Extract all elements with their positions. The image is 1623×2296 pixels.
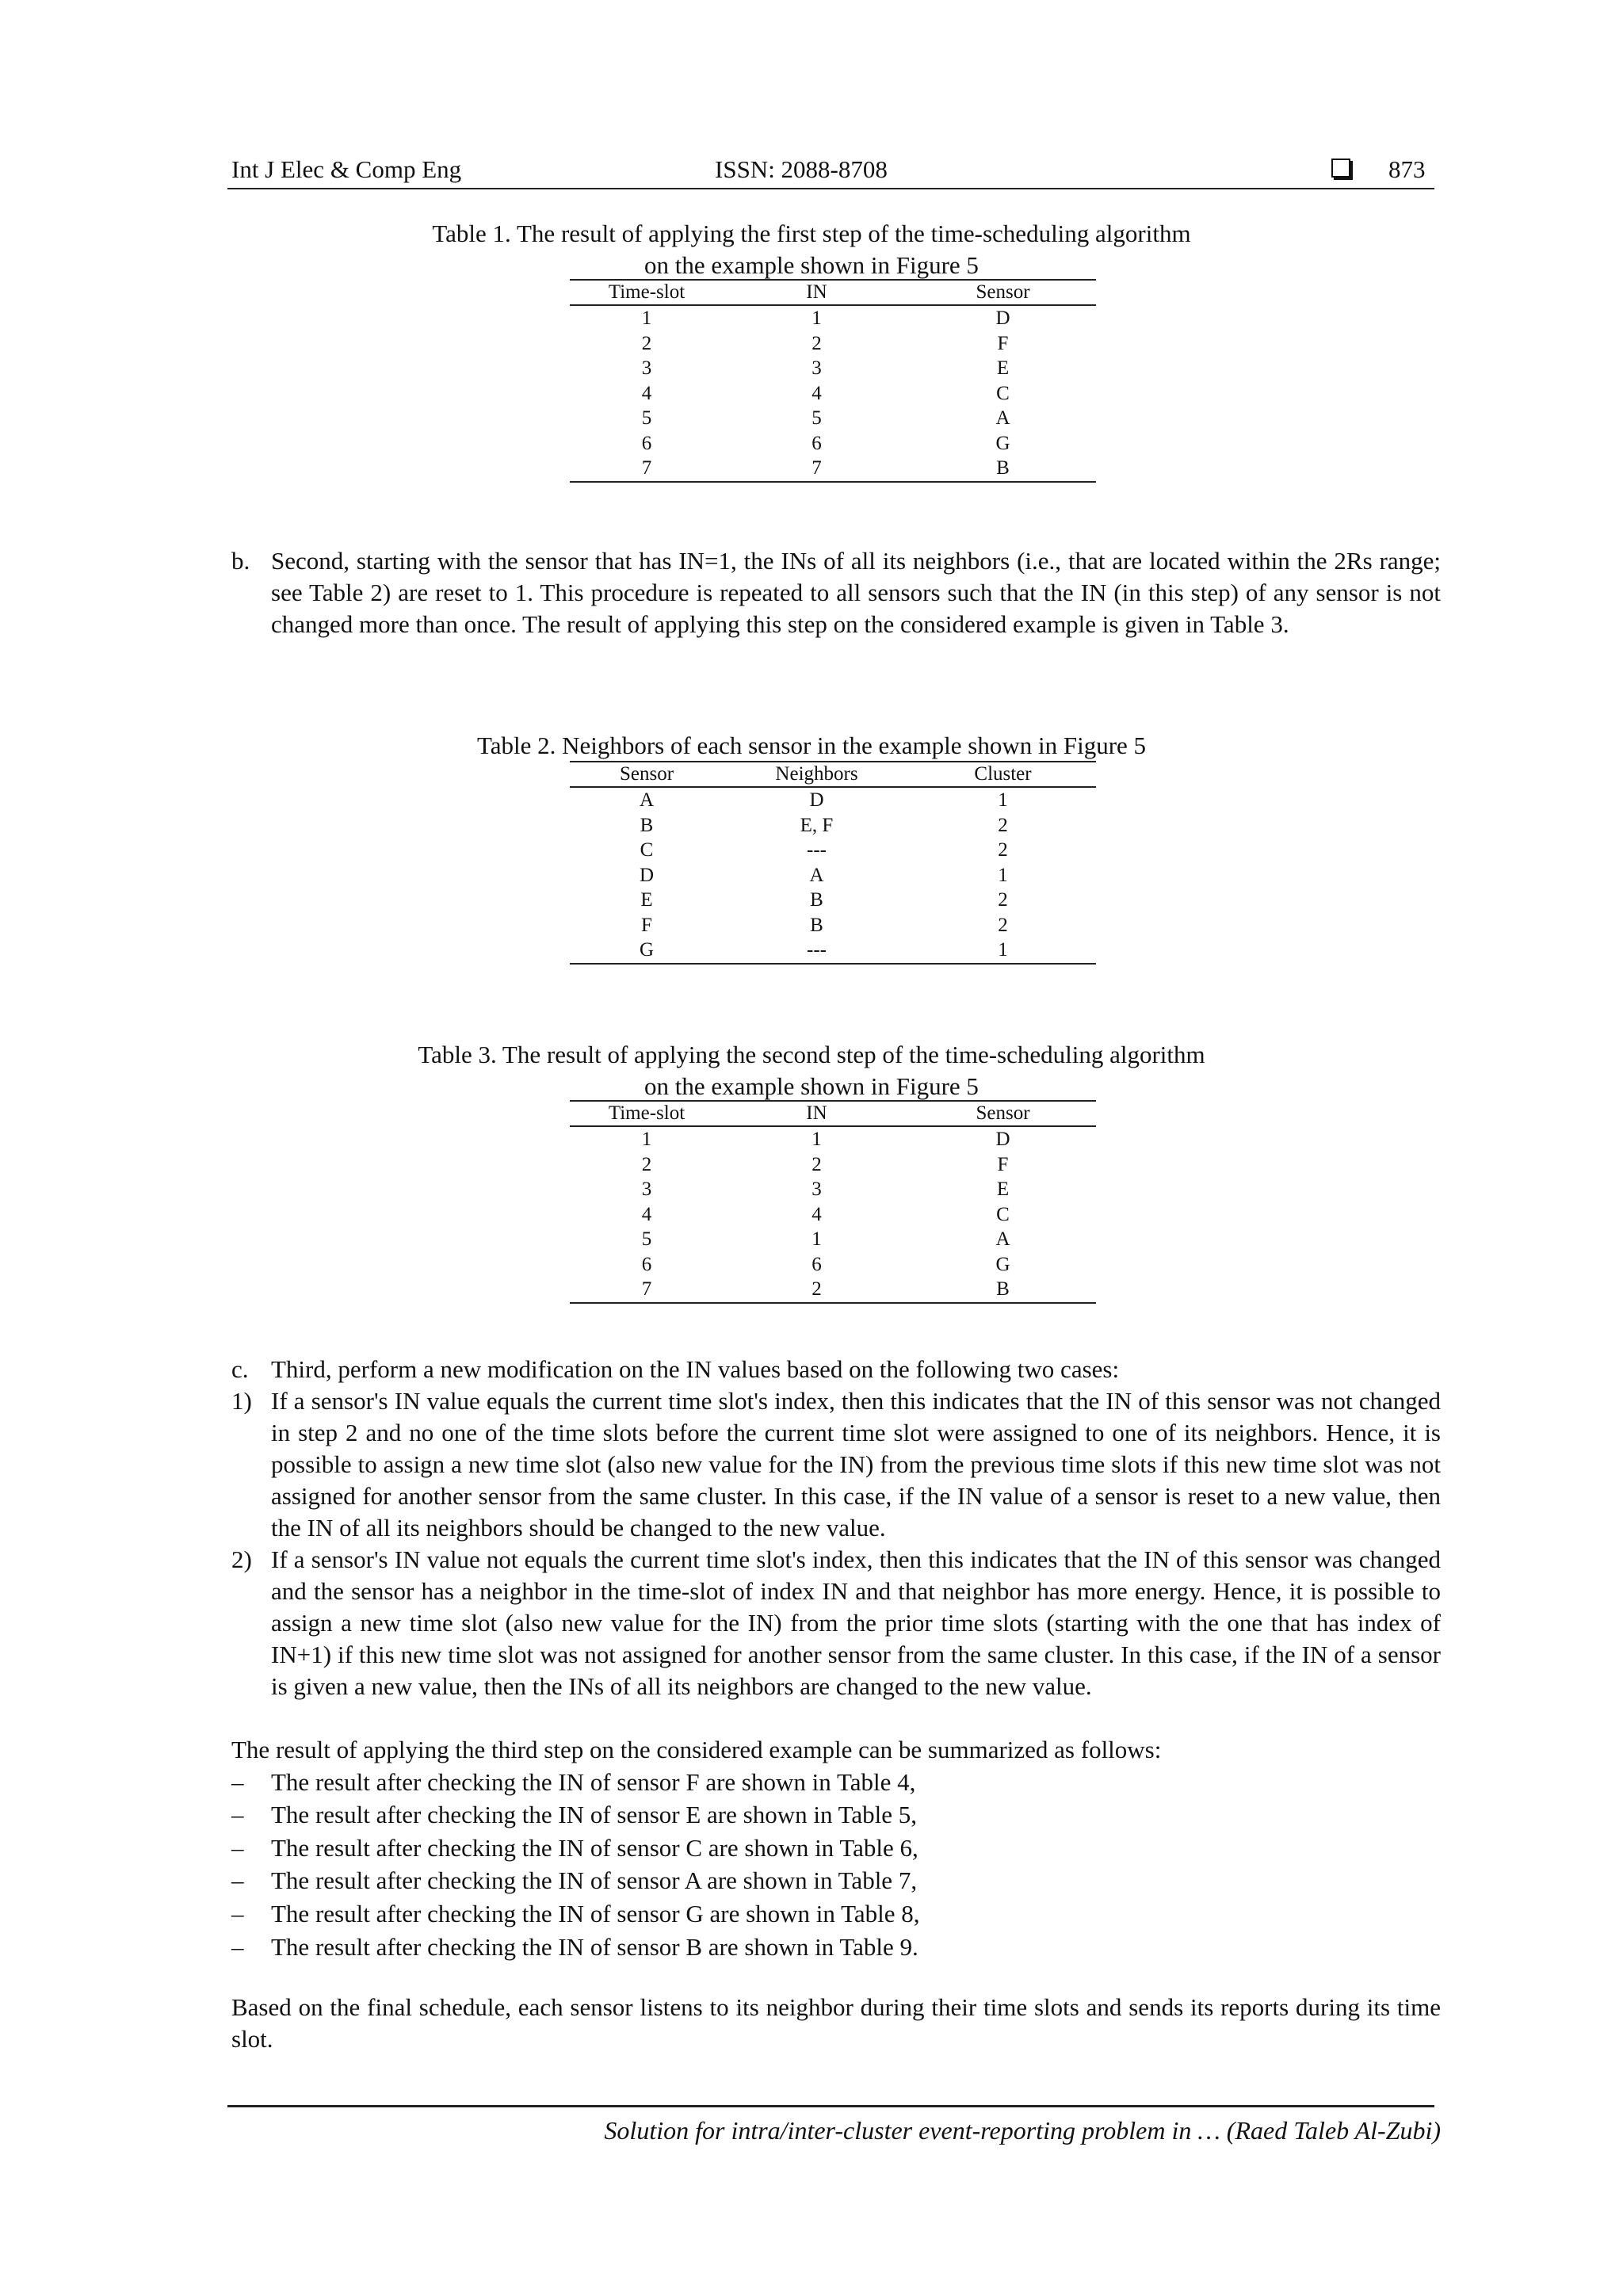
dash-marker: –: [231, 1933, 244, 1961]
running-head-journal: Int J Elec & Comp Eng: [231, 155, 462, 183]
table-cell: 5: [641, 1228, 652, 1250]
case-2-text: If a sensor's IN value not equals the current time slot's index, then this indicates that the IN of this sensor was changed and the sensor has a neighbor in the time-slot of index IN and that neighbor has more energy. Hence, it is possible to assign a new time slot (also new value for the IN) from the prior time slots (starting with the one that has index of IN+1) if this new time slot was not assigned for another sensor from the same cluster. In this case, if the IN of a sensor is given a new value, then the INs of all its neighbors are changed to the new value.: [271, 1545, 1441, 1700]
table1: [570, 279, 1096, 483]
dash-marker: –: [231, 1801, 244, 1828]
table-row: [570, 456, 1096, 482]
table-cell: B: [810, 889, 823, 911]
table-cell: 2: [812, 332, 822, 354]
table-cell: 7: [570, 456, 724, 482]
table-cell: 1: [641, 308, 652, 329]
table-row: [570, 938, 1096, 964]
table2: [570, 761, 1096, 965]
table-cell: 2: [998, 914, 1008, 936]
table-cell: A: [995, 407, 1010, 429]
summary-intro: The result of applying the third step on the considered example can be summarized as follows:: [231, 1736, 1162, 1763]
table1-col-header: Sensor: [910, 280, 1096, 305]
table-cell: 6: [641, 432, 652, 454]
table3: [570, 1100, 1096, 1304]
paragraph-c: Third, perform a new modification on the IN values based on the following two cases:: [271, 1355, 1120, 1383]
table-cell: B: [910, 1277, 1096, 1303]
table-cell: C: [640, 839, 654, 861]
table-cell: 1: [641, 1129, 652, 1150]
table-row: [570, 406, 1096, 431]
table-cell: ---: [724, 938, 910, 964]
case-marker-2: 2): [231, 1545, 252, 1573]
table-cell: ---: [807, 839, 827, 861]
checkbox-icon: [1331, 159, 1350, 180]
table-cell: 2: [641, 1153, 652, 1175]
list-item: The result after checking the IN of sensor C are shown in Table 6,: [271, 1834, 918, 1862]
table-cell: 2: [998, 814, 1008, 836]
item-marker-c: c.: [231, 1355, 249, 1383]
table-cell: E: [996, 1179, 1010, 1200]
table3-caption-line2: on the example shown in Figure 5: [644, 1072, 979, 1100]
table3-header-row: [570, 1101, 1096, 1126]
table-cell: 5: [812, 407, 822, 429]
running-head-issn: ISSN: 2088-8708: [715, 155, 888, 183]
table-row: [570, 1152, 1096, 1178]
table-cell: 1: [812, 1129, 822, 1150]
table1-caption: [0, 218, 1623, 281]
table-cell: 4: [812, 382, 822, 404]
table-cell: 1: [812, 308, 822, 329]
dash-marker: –: [231, 1834, 244, 1862]
table-cell: B: [910, 456, 1096, 482]
table-cell: G: [570, 938, 724, 964]
table3-caption-line1: Table 3. The result of applying the second step of the time-scheduling algorithm: [418, 1041, 1205, 1068]
table-cell: F: [641, 914, 652, 936]
list-item: The result after checking the IN of sensor B are shown in Table 9.: [271, 1933, 918, 1961]
table-cell: D: [809, 789, 824, 811]
table-cell: 3: [812, 1179, 822, 1200]
list-item: The result after checking the IN of sensor E are shown in Table 5,: [271, 1801, 918, 1828]
list-item: The result after checking the IN of sensor F are shown in Table 4,: [271, 1768, 916, 1796]
table-cell: 2: [724, 1277, 910, 1303]
table-row: [570, 913, 1096, 938]
table-cell: E, F: [800, 814, 834, 836]
table-cell: 1: [998, 864, 1008, 886]
table3-caption: [0, 1039, 1623, 1102]
table-row: [570, 431, 1096, 457]
case-marker-1: 1): [231, 1387, 252, 1415]
table-cell: G: [995, 432, 1010, 454]
table1-col-header: IN: [724, 280, 910, 305]
table-row: [570, 888, 1096, 913]
case-1-text: If a sensor's IN value equals the current time slot's index, then this indicates that the IN of this sensor was not changed in step 2 and no one of the time slots before the current time slot were assigned to one of its neighbors. Hence, it is possible to assign a new time slot (also new value for the IN) from the previous time slots if this new time slot was not assigned for another sensor from the same cluster. In this case, if the IN value of a sensor is reset to a new value, then the IN of all its neighbors should be changed to the new value.: [271, 1387, 1441, 1541]
table-row: [570, 1227, 1096, 1252]
dash-marker: –: [231, 1900, 244, 1927]
table-row: [570, 356, 1096, 381]
table2-col-header: Sensor: [570, 762, 724, 787]
table-cell: 2: [812, 1153, 822, 1175]
list-item: The result after checking the IN of sensor A are shown in Table 7,: [271, 1866, 918, 1894]
table-cell: 4: [641, 382, 652, 404]
table-cell: A: [995, 1228, 1010, 1250]
dash-marker: –: [231, 1768, 244, 1796]
table-cell: E: [996, 357, 1010, 379]
table3-col-header: Time-slot: [570, 1101, 724, 1126]
table-cell: 4: [812, 1203, 822, 1225]
table-cell: 2: [998, 839, 1008, 861]
table-row: [570, 1277, 1096, 1303]
table-row: [570, 1252, 1096, 1278]
list-item: The result after checking the IN of sensor G are shown in Table 8,: [271, 1900, 920, 1927]
paragraph-b: Second, starting with the sensor that has IN=1, the INs of all its neighbors (i.e., that are located within the 2Rs range; see Table 2) are reset to 1. This procedure is repeated to all sensors such that the IN (in this step) of any sensor is not changed more than once. The result of applying this step on the considered example is given in Table 3.: [271, 547, 1441, 638]
table2-col-header: Neighbors: [724, 762, 910, 787]
table3-col-header: Sensor: [910, 1101, 1096, 1126]
closing-paragraph: Based on the final schedule, each sensor listens to its neighbor during their time slots and sends its reports during its time slot.: [231, 1993, 1441, 2053]
table-cell: G: [995, 1253, 1010, 1275]
header-rule: [227, 188, 1434, 189]
table-cell: 2: [641, 332, 652, 354]
table-row: [570, 813, 1096, 839]
table3-col-header: IN: [724, 1101, 910, 1126]
dash-marker: –: [231, 1866, 244, 1894]
table-row: [570, 1202, 1096, 1228]
table-cell: 7: [570, 1277, 724, 1303]
page-number: 873: [1388, 155, 1426, 183]
table1-caption-line1: Table 1. The result of applying the first step of the time-scheduling algorithm: [432, 220, 1191, 247]
table-cell: 1: [910, 938, 1096, 964]
table-cell: D: [995, 1129, 1010, 1150]
table-cell: 4: [641, 1203, 652, 1225]
table-cell: 3: [812, 357, 822, 379]
table-cell: D: [995, 308, 1010, 329]
table1-col-header: Time-slot: [570, 280, 724, 305]
table-cell: 3: [641, 1179, 652, 1200]
table-row: [570, 1177, 1096, 1202]
footer-rule: [227, 2105, 1434, 2107]
table-row: [570, 787, 1096, 813]
table-cell: D: [639, 864, 655, 886]
table2-caption-line: Table 2. Neighbors of each sensor in the example shown in Figure 5: [476, 732, 1147, 759]
table-cell: 3: [641, 357, 652, 379]
table-cell: 2: [998, 889, 1008, 911]
table-cell: E: [640, 889, 653, 911]
table-cell: A: [639, 789, 655, 811]
table-cell: F: [997, 332, 1009, 354]
table-cell: 7: [724, 456, 910, 482]
item-marker-b: b.: [231, 547, 250, 575]
table-row: [570, 838, 1096, 863]
table-cell: C: [996, 1203, 1010, 1225]
table-cell: B: [640, 814, 654, 836]
table-cell: 6: [812, 432, 822, 454]
table-cell: 5: [641, 407, 652, 429]
table-cell: 1: [998, 789, 1008, 811]
table1-header-row: [570, 280, 1096, 305]
table-row: [570, 1126, 1096, 1152]
table2-caption: [0, 730, 1623, 762]
table-cell: F: [997, 1153, 1009, 1175]
table-row: [570, 331, 1096, 357]
table2-col-header: Cluster: [910, 762, 1096, 787]
table-cell: C: [996, 382, 1010, 404]
running-footer: Solution for intra/inter-cluster event-reporting problem in … (Raed Taleb Al-Zubi): [604, 2116, 1441, 2145]
table-cell: 1: [812, 1228, 822, 1250]
table-row: [570, 305, 1096, 331]
table-cell: 6: [641, 1253, 652, 1275]
table-cell: B: [810, 914, 823, 936]
table-cell: A: [809, 864, 824, 886]
table-row: [570, 863, 1096, 888]
table-row: [570, 381, 1096, 407]
table2-header-row: [570, 762, 1096, 787]
table-cell: 6: [812, 1253, 822, 1275]
table1-caption-line2: on the example shown in Figure 5: [644, 251, 979, 279]
